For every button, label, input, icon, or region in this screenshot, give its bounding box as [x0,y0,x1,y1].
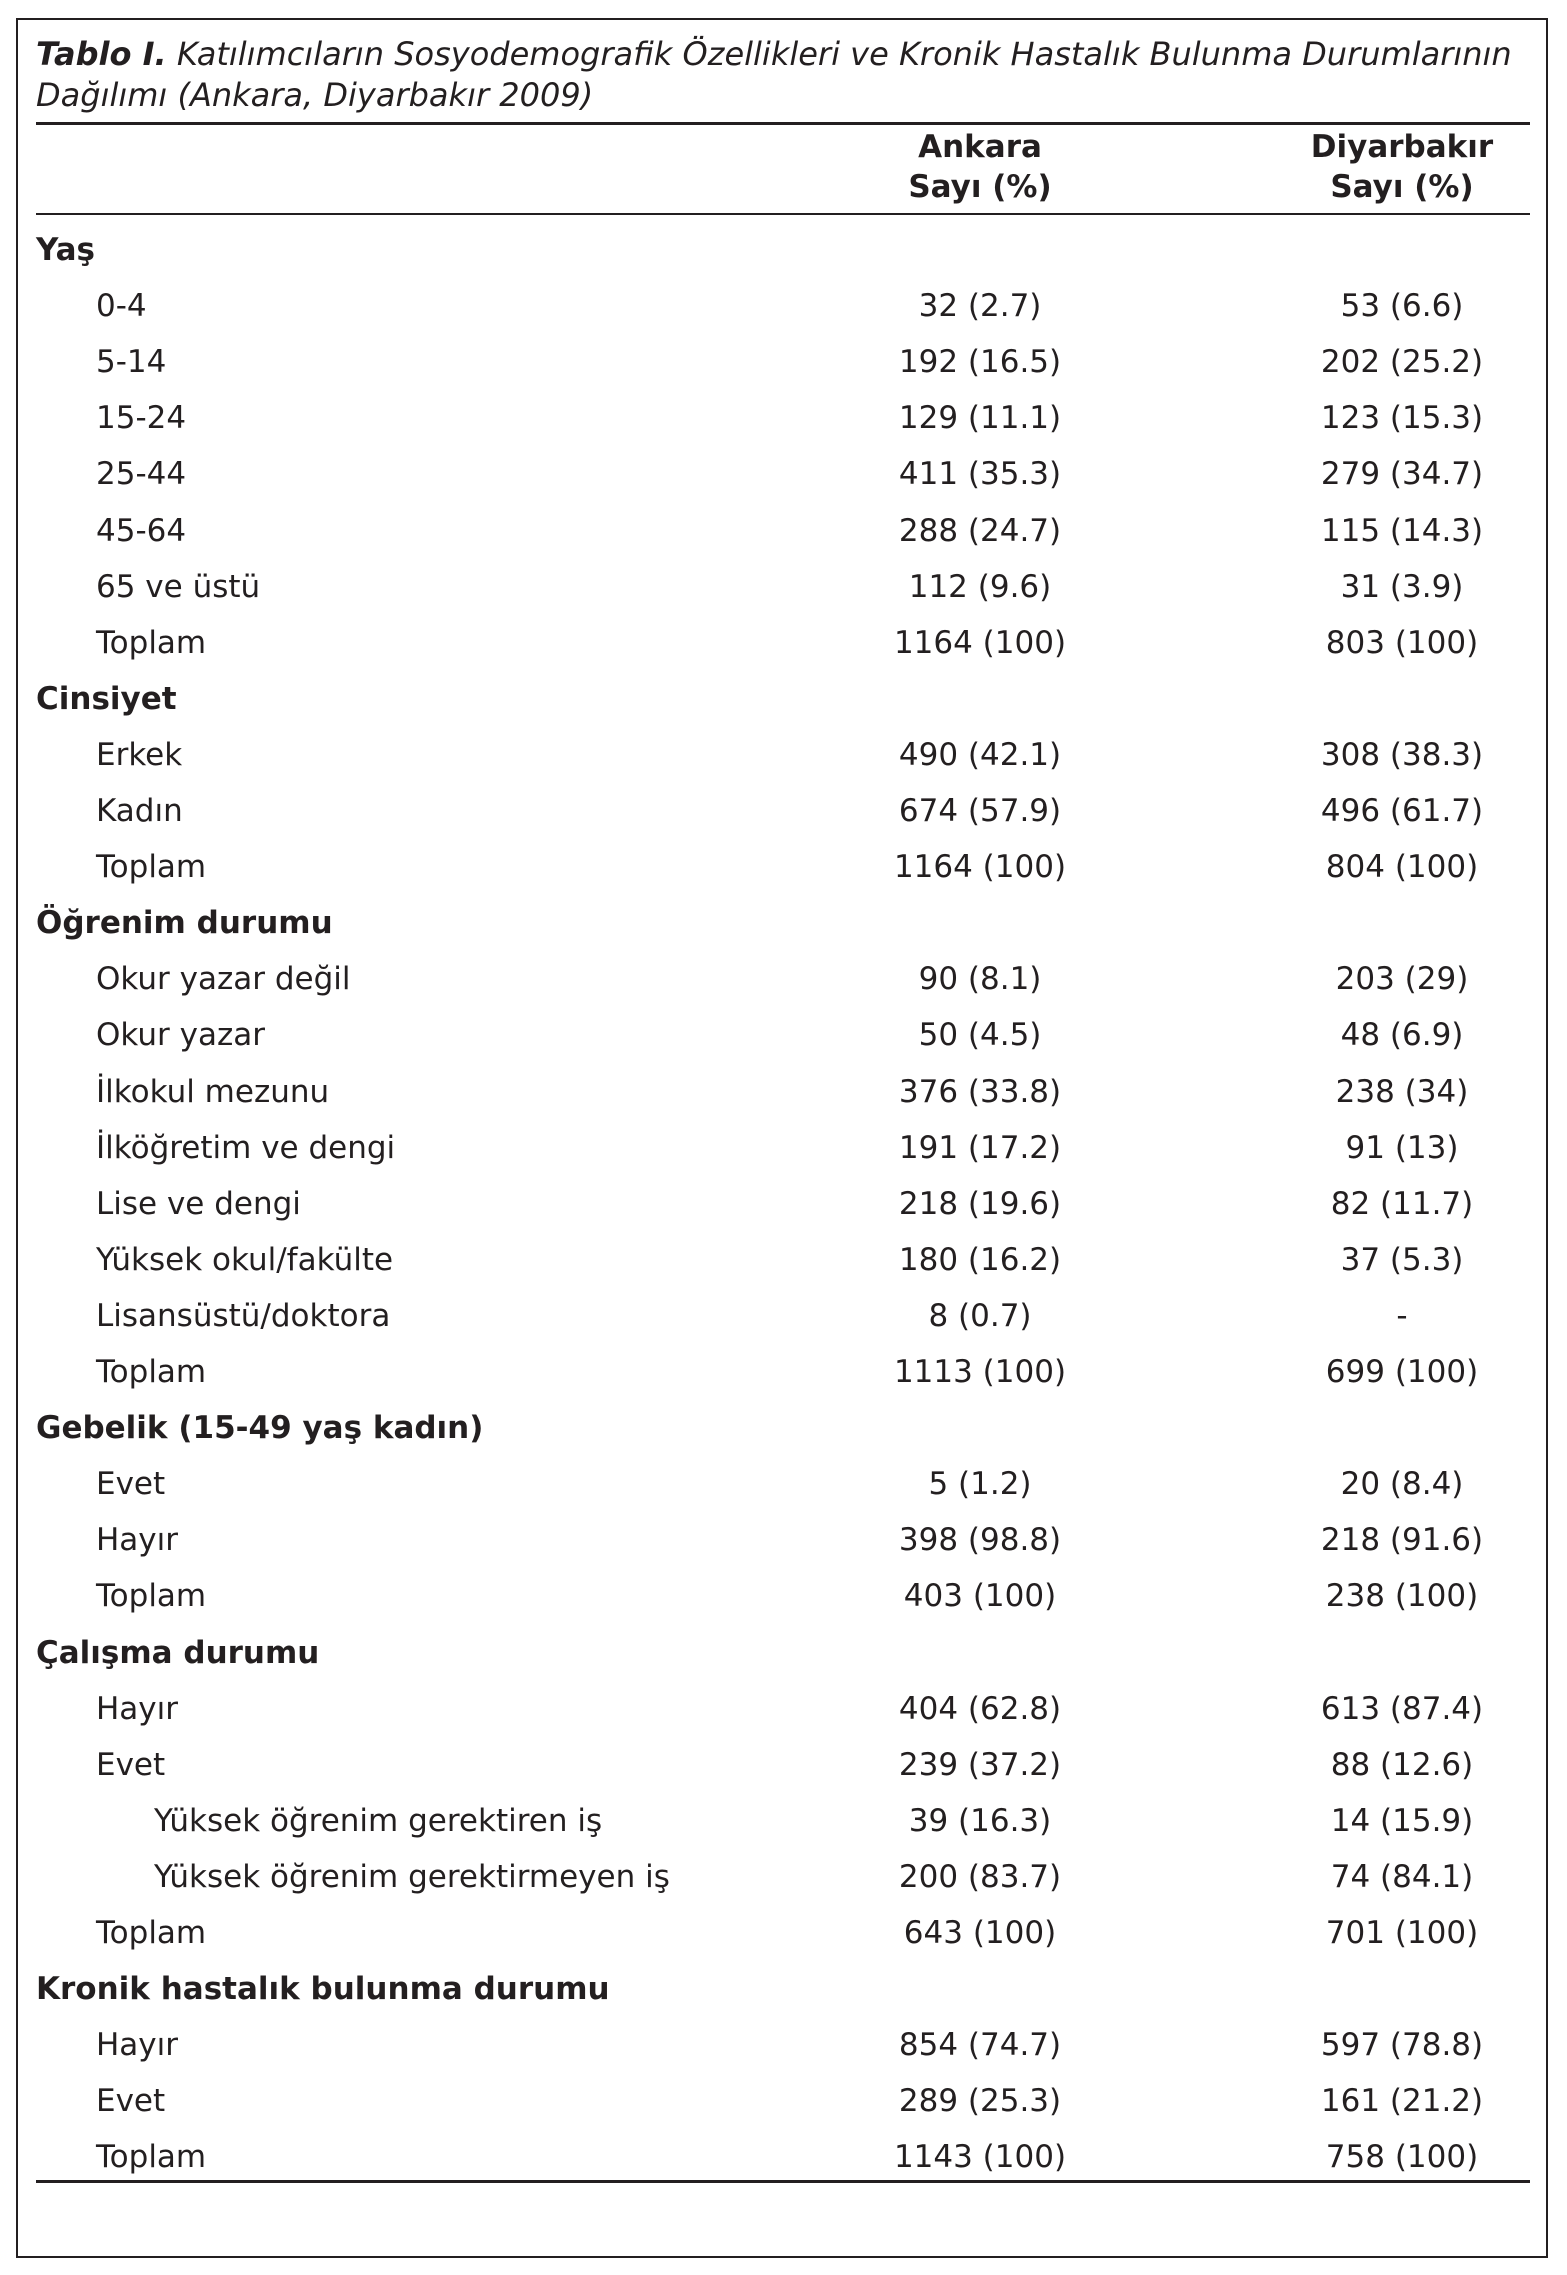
row-label: Yüksek öğrenim gerektiren iş [154,1803,603,1839]
row-label: Toplam [96,1578,207,1614]
ankara-cell: 8 (0.7) [928,1298,1032,1334]
table-row [0,1226,1567,1282]
diyarbakir-cell: 803 (100) [1325,625,1479,661]
column-header-diyarbakir [1252,127,1552,207]
table-row [0,1282,1567,1338]
row-label: Toplam [96,1915,207,1951]
ankara-cell: 200 (83.7) [898,1859,1062,1895]
ankara-cell: 674 (57.9) [898,793,1062,829]
diyarbakir-cell: 82 (11.7) [1330,1186,1474,1222]
row-label: Yüksek okul/fakülte [96,1242,394,1278]
table-row [0,1506,1567,1562]
table-row [0,721,1567,777]
table-row [0,2067,1567,2123]
diyarbakir-cell: 161 (21.2) [1320,2083,1484,2119]
diyarbakir-cell: 88 (12.6) [1330,1747,1474,1783]
table-row [0,2123,1567,2179]
ankara-cell: 32 (2.7) [918,288,1042,324]
table-row [0,1787,1567,1843]
bottom-rule [36,2180,1530,2183]
diyarbakir-cell: 701 (100) [1325,1915,1479,1951]
ankara-cell: 192 (16.5) [898,344,1062,380]
table-row [0,1001,1567,1057]
ankara-cell: 1164 (100) [893,849,1067,885]
row-label: Toplam [96,2139,207,2175]
row-label: 0-4 [96,288,147,324]
section-header-row [0,216,1567,272]
diyarbakir-cell: 53 (6.6) [1340,288,1464,324]
table-row [0,1843,1567,1899]
column-header-diyarbakir-name: Diyarbakır [1310,129,1494,165]
diyarbakir-cell: 115 (14.3) [1320,513,1484,549]
diyarbakir-cell: 496 (61.7) [1320,793,1484,829]
ankara-cell: 289 (25.3) [898,2083,1062,2119]
table-caption-label: Tablo I. [36,35,167,73]
diyarbakir-cell: 238 (34) [1335,1074,1469,1110]
diyarbakir-cell: 14 (15.9) [1330,1803,1474,1839]
ankara-cell: 112 (9.6) [908,569,1052,605]
ankara-cell: 90 (8.1) [918,961,1042,997]
diyarbakir-cell: 699 (100) [1325,1354,1479,1390]
ankara-cell: 180 (16.2) [898,1242,1062,1278]
table-row [0,945,1567,1001]
diyarbakir-cell: 31 (3.9) [1340,569,1464,605]
section-label: Cinsiyet [36,681,177,717]
row-label: Evet [96,1466,166,1502]
table-row [0,833,1567,889]
section-header-row [0,665,1567,721]
row-label: 65 ve üstü [96,569,261,605]
table-row [0,553,1567,609]
ankara-cell: 376 (33.8) [898,1074,1062,1110]
row-label: Hayır [96,1522,179,1558]
table-row [0,272,1567,328]
diyarbakir-cell: 37 (5.3) [1340,1242,1464,1278]
table-row [0,328,1567,384]
table-row [0,497,1567,553]
row-label: İlkokul mezunu [96,1074,330,1110]
row-label: Evet [96,1747,166,1783]
section-header-row [0,1955,1567,2011]
diyarbakir-cell: 218 (91.6) [1320,1522,1484,1558]
row-label: Toplam [96,625,207,661]
ankara-cell: 854 (74.7) [898,2027,1062,2063]
section-label: Yaş [36,232,95,268]
row-label: Kadın [96,793,183,829]
row-label: Hayır [96,2027,179,2063]
column-header-diyarbakir-unit: Sayı (%) [1330,169,1474,205]
diyarbakir-cell: 74 (84.1) [1330,1859,1474,1895]
diyarbakir-cell: 123 (15.3) [1320,400,1484,436]
ankara-cell: 218 (19.6) [898,1186,1062,1222]
ankara-cell: 404 (62.8) [898,1691,1062,1727]
diyarbakir-cell: 48 (6.9) [1340,1017,1464,1053]
row-label: Erkek [96,737,183,773]
ankara-cell: 50 (4.5) [918,1017,1042,1053]
row-label: Toplam [96,849,207,885]
section-header-row [0,889,1567,945]
column-header-ankara [830,127,1130,207]
table-row [0,1731,1567,1787]
row-label: Toplam [96,1354,207,1390]
section-header-row [0,1394,1567,1450]
diyarbakir-cell: 758 (100) [1325,2139,1479,2175]
column-header-ankara-unit: Sayı (%) [908,169,1052,205]
row-label: Yüksek öğrenim gerektirmeyen iş [154,1859,670,1895]
ankara-cell: 191 (17.2) [898,1130,1062,1166]
section-label: Gebelik (15-49 yaş kadın) [36,1410,484,1446]
ankara-cell: 411 (35.3) [898,456,1062,492]
row-label: Okur yazar değil [96,961,351,997]
ankara-cell: 288 (24.7) [898,513,1062,549]
diyarbakir-cell: 202 (25.2) [1320,344,1484,380]
diyarbakir-cell: 804 (100) [1325,849,1479,885]
table-row [0,1114,1567,1170]
row-label: İlköğretim ve dengi [96,1130,396,1166]
row-label: Lisansüstü/doktora [96,1298,391,1334]
section-label: Kronik hastalık bulunma durumu [36,1971,610,2007]
table-row [0,1899,1567,1955]
table-caption-text: Katılımcıların Sosyodemografik Özellikleri ve Kronik Hastalık Bulunma Durumlarının Dağılımı (Ankara, Diyarbakır 2009) [36,35,1512,114]
ankara-cell: 39 (16.3) [908,1803,1052,1839]
ankara-cell: 398 (98.8) [898,1522,1062,1558]
ankara-cell: 490 (42.1) [898,737,1062,773]
row-label: 5-14 [96,344,167,380]
table-row [0,609,1567,665]
table-row [0,1562,1567,1618]
section-label: Çalışma durumu [36,1635,320,1671]
row-label: 45-64 [96,513,187,549]
ankara-cell: 1164 (100) [893,625,1067,661]
header-rule [36,213,1530,215]
table-row [0,1450,1567,1506]
row-label: Evet [96,2083,166,2119]
ankara-cell: 403 (100) [903,1578,1057,1614]
diyarbakir-cell: - [1396,1298,1408,1334]
top-rule [36,122,1530,125]
ankara-cell: 129 (11.1) [898,400,1062,436]
section-label: Öğrenim durumu [36,905,333,941]
diyarbakir-cell: 238 (100) [1325,1578,1479,1614]
diyarbakir-cell: 20 (8.4) [1340,1466,1464,1502]
table-row [0,1058,1567,1114]
row-label: 25-44 [96,456,187,492]
diyarbakir-cell: 597 (78.8) [1320,2027,1484,2063]
table-row [0,1338,1567,1394]
table-row [0,1675,1567,1731]
section-header-row [0,1619,1567,1675]
ankara-cell: 643 (100) [903,1915,1057,1951]
column-header-ankara-name: Ankara [918,129,1042,165]
table-row [0,384,1567,440]
ankara-cell: 1113 (100) [893,1354,1067,1390]
diyarbakir-cell: 279 (34.7) [1320,456,1484,492]
row-label: Okur yazar [96,1017,266,1053]
diyarbakir-cell: 203 (29) [1335,961,1469,997]
table-row [0,440,1567,496]
table-row [0,777,1567,833]
row-label: 15-24 [96,400,187,436]
table-row [0,2011,1567,2067]
table-caption [36,34,1526,116]
table-row [0,1170,1567,1226]
diyarbakir-cell: 613 (87.4) [1320,1691,1484,1727]
row-label: Hayır [96,1691,179,1727]
ankara-cell: 5 (1.2) [928,1466,1032,1502]
diyarbakir-cell: 91 (13) [1345,1130,1459,1166]
ankara-cell: 239 (37.2) [898,1747,1062,1783]
ankara-cell: 1143 (100) [893,2139,1067,2175]
row-label: Lise ve dengi [96,1186,301,1222]
diyarbakir-cell: 308 (38.3) [1320,737,1484,773]
